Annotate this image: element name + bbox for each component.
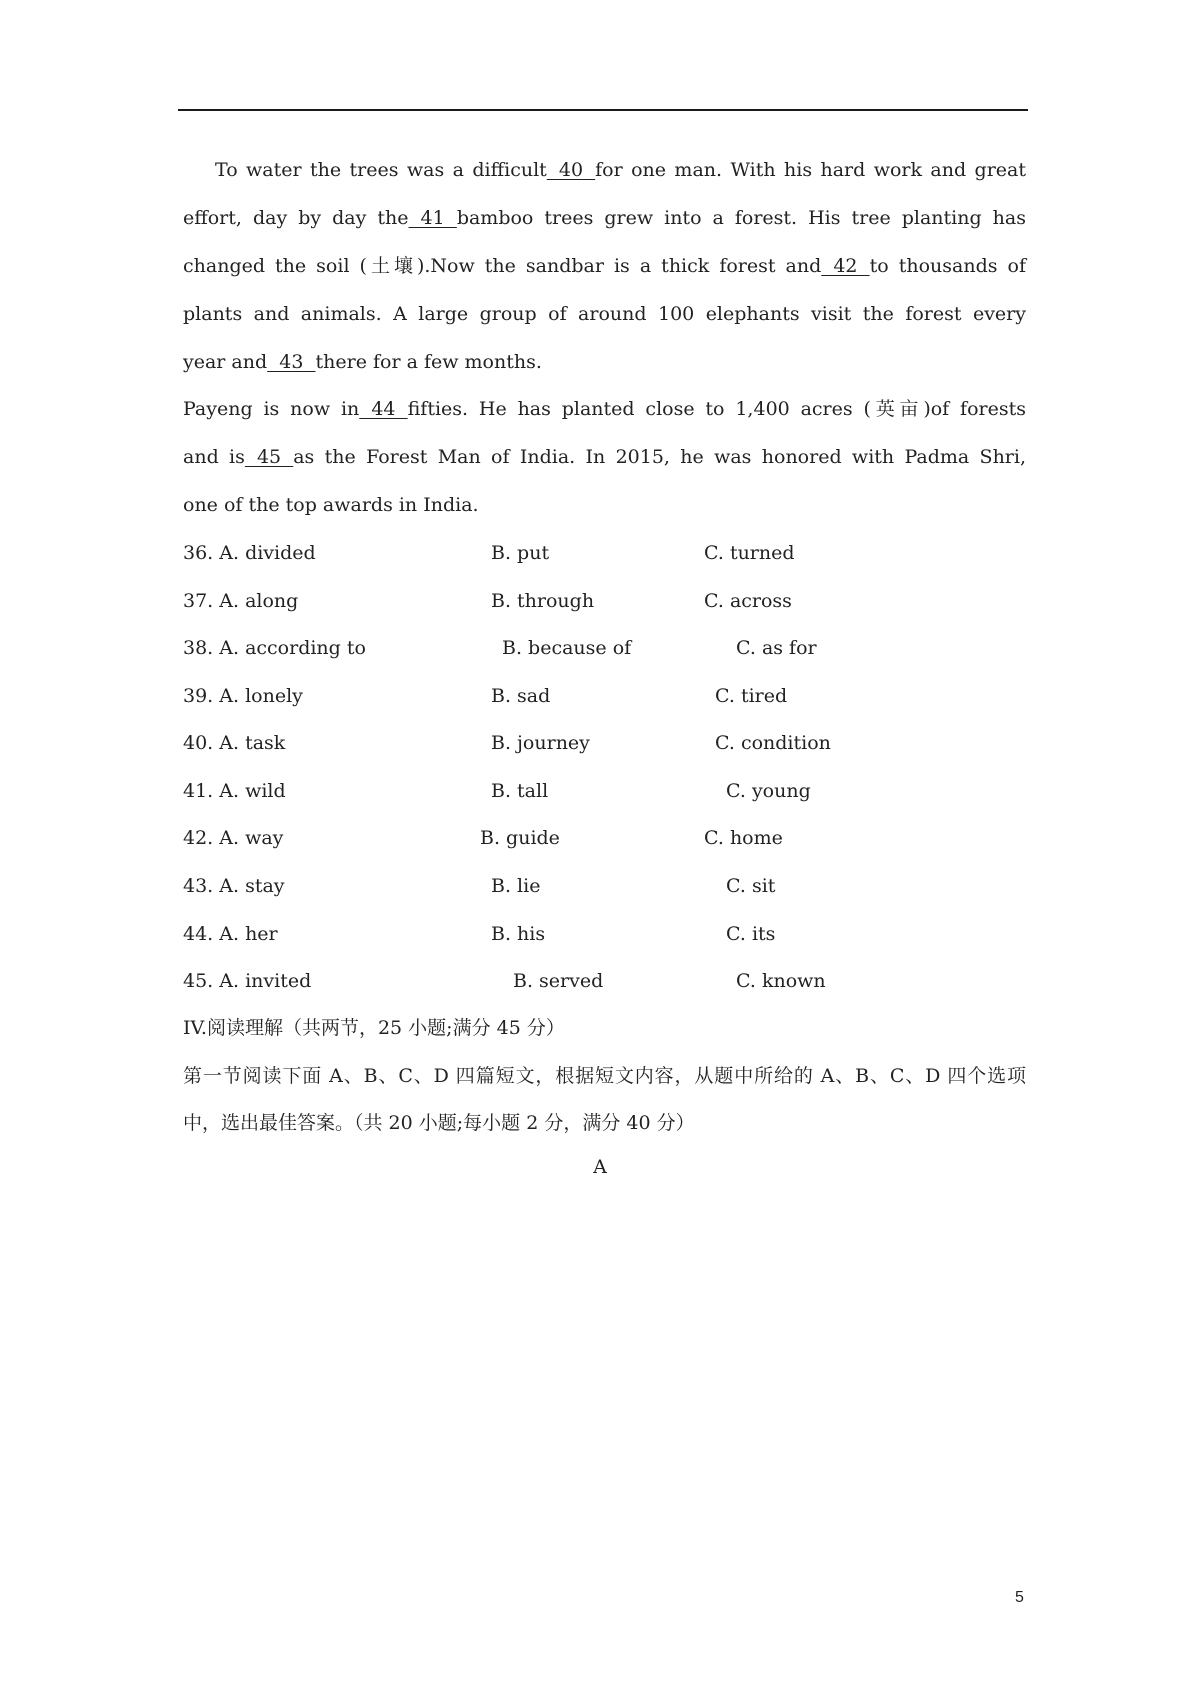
section-instructions: 第一节阅读下面 A、B、C、D 四篇短文，根据短文内容，从题中所给的 A、B、C、D 四个选项 xyxy=(183,1065,1026,1087)
blank-43: 43 xyxy=(267,351,316,373)
section-heading: IV.阅读理解（共两节，25 小题;满分 45 分） xyxy=(183,1017,565,1039)
option-c: C. its xyxy=(726,923,776,945)
blank-40: 40 xyxy=(546,159,596,181)
option-a: A. according to xyxy=(219,637,366,659)
option-b: B. because of xyxy=(502,637,632,659)
blank-41: 41 xyxy=(408,207,457,229)
blank-44: 44 xyxy=(359,398,408,420)
passage-line: plants and animals. A large group of around 100 elephants visit the forest every xyxy=(183,303,1026,325)
option-c: C. young xyxy=(726,780,811,802)
option-c: C. tired xyxy=(715,685,788,707)
option-a: A. her xyxy=(219,923,278,945)
passage-line: Payeng is now in 44 fifties. He has planted close to 1,400 acres (英亩)of forests xyxy=(183,398,1026,420)
passage-line: year and 43 there for a few months. xyxy=(183,351,542,373)
option-a: A. along xyxy=(219,590,299,612)
header-rule xyxy=(178,109,1028,111)
option-b: B. served xyxy=(513,970,604,992)
option-b: B. put xyxy=(491,542,550,564)
option-c: C. condition xyxy=(715,732,831,754)
question-39: 39. A. lonely xyxy=(183,685,303,707)
option-c: C. turned xyxy=(704,542,795,564)
question-36: 36. A. divided xyxy=(183,542,316,564)
option-b: B. his xyxy=(491,923,546,945)
blank-45: 45 xyxy=(244,446,294,468)
blank-42: 42 xyxy=(821,255,870,277)
passage-line: changed the soil (土壤).Now the sandbar is a thick forest and 42 to thousands of xyxy=(183,255,1026,277)
page-number: 5 xyxy=(1015,1589,1024,1606)
question-42: 42. A. way xyxy=(183,827,284,849)
question-41: 41. A. wild xyxy=(183,780,286,802)
option-c: C. sit xyxy=(726,875,776,897)
option-a: A. invited xyxy=(219,970,312,992)
option-b: B. guide xyxy=(480,827,560,849)
option-a: A. task xyxy=(219,732,286,754)
option-b: B. tall xyxy=(491,780,549,802)
question-45: 45. A. invited xyxy=(183,970,312,992)
option-c: C. home xyxy=(704,827,783,849)
option-b: B. sad xyxy=(491,685,551,707)
question-38: 38. A. according to xyxy=(183,637,366,659)
passage-line: To water the trees was a difficult 40 for one man. With his hard work and great xyxy=(215,159,1027,181)
section-instructions-cont: 中，选出最佳答案。（共 20 小题;每小题 2 分，满分 40 分） xyxy=(183,1112,695,1134)
option-a: A. stay xyxy=(219,875,285,897)
passage-line: effort, day by day the 41 bamboo trees grew into a forest. His tree planting has xyxy=(183,207,1026,229)
passage-line: and is 45 as the Forest Man of India. In 2015, he was honored with Padma Shri, xyxy=(183,446,1027,468)
option-b: B. lie xyxy=(491,875,541,897)
option-c: C. known xyxy=(736,970,826,992)
question-44: 44. A. her xyxy=(183,923,278,945)
question-40: 40. A. task xyxy=(183,732,286,754)
passage-line: one of the top awards in India. xyxy=(183,494,479,516)
option-a: A. divided xyxy=(219,542,316,564)
passage-label: A xyxy=(593,1156,607,1178)
option-a: A. lonely xyxy=(219,685,303,707)
option-a: A. wild xyxy=(219,780,286,802)
option-c: C. across xyxy=(704,590,792,612)
question-37: 37. A. along xyxy=(183,590,299,612)
question-43: 43. A. stay xyxy=(183,875,285,897)
option-c: C. as for xyxy=(736,637,817,659)
option-a: A. way xyxy=(219,827,284,849)
option-b: B. through xyxy=(491,590,595,612)
option-b: B. journey xyxy=(491,732,590,754)
